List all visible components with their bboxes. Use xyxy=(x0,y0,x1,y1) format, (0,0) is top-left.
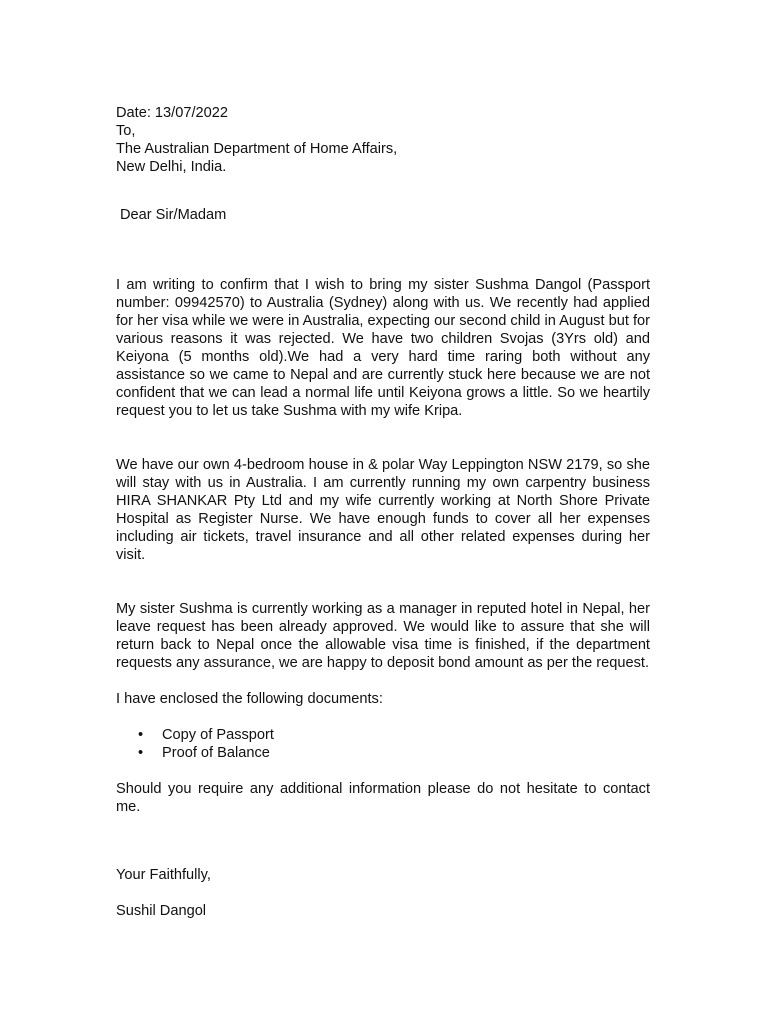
document-item-label: Copy of Passport xyxy=(162,727,274,743)
sign-off: Your Faithfully, xyxy=(116,867,211,883)
paragraph-accommodation: We have our own 4-bedroom house in & polar Way Leppington NSW 2179, so she will stay with us in Australia. I am currently running my own carpentry business HIRA SHANKAR Pty Ltd and my wife currently working at North Shore Private Hospital as Register Nurse. We have enough funds to cover all her expenses including air tickets, travel insurance and all other related expenses during her visit. xyxy=(116,457,650,563)
address-to: To, xyxy=(116,123,136,139)
paragraph-assurance: My sister Sushma is currently working as a manager in reputed hotel in Nepal, her leave request has been already approved. We would like to assure that she will return back to Nepal once the allowable visa time is finished, if the department requests any assurance, we are happy to deposit bond amount as per the request. xyxy=(116,601,650,671)
address-block xyxy=(116,104,650,176)
letter-body xyxy=(116,104,650,920)
bullet-icon: • xyxy=(138,727,144,743)
salutation: Dear Sir/Madam xyxy=(120,207,227,223)
documents-intro: I have enclosed the following documents: xyxy=(116,691,383,707)
recipient-location: New Delhi, India. xyxy=(116,159,227,175)
paragraph-closing: Should you require any additional information please do not hesitate to contact me. xyxy=(116,781,650,815)
signature-name: Sushil Dangol xyxy=(116,903,207,919)
recipient-name: The Australian Department of Home Affairs, xyxy=(116,141,398,157)
paragraph-visa-request: I am writing to confirm that I wish to bring my sister Sushma Dangol (Passport number: 09942570) to Australia (Sydney) along with us. We recently had applied for her visa while we were in Australia, expecting our second child in August but for various reasons it was rejected. We have two children Svojas (3Yrs old) and Keiyona (5 months old).We had a very hard time raring both without any assistance so we came to Nepal and are currently stuck here because we are not confident that we can lead a normal life until Keiyona grows a little. So we heartily request you to let us take Sushma with my wife Kripa. xyxy=(116,277,650,419)
list-item xyxy=(138,744,650,762)
list-item xyxy=(138,726,650,744)
documents-list xyxy=(116,726,650,762)
letter-date: Date: 13/07/2022 xyxy=(116,105,228,121)
bullet-icon: • xyxy=(138,745,144,761)
document-item-label: Proof of Balance xyxy=(162,745,270,761)
